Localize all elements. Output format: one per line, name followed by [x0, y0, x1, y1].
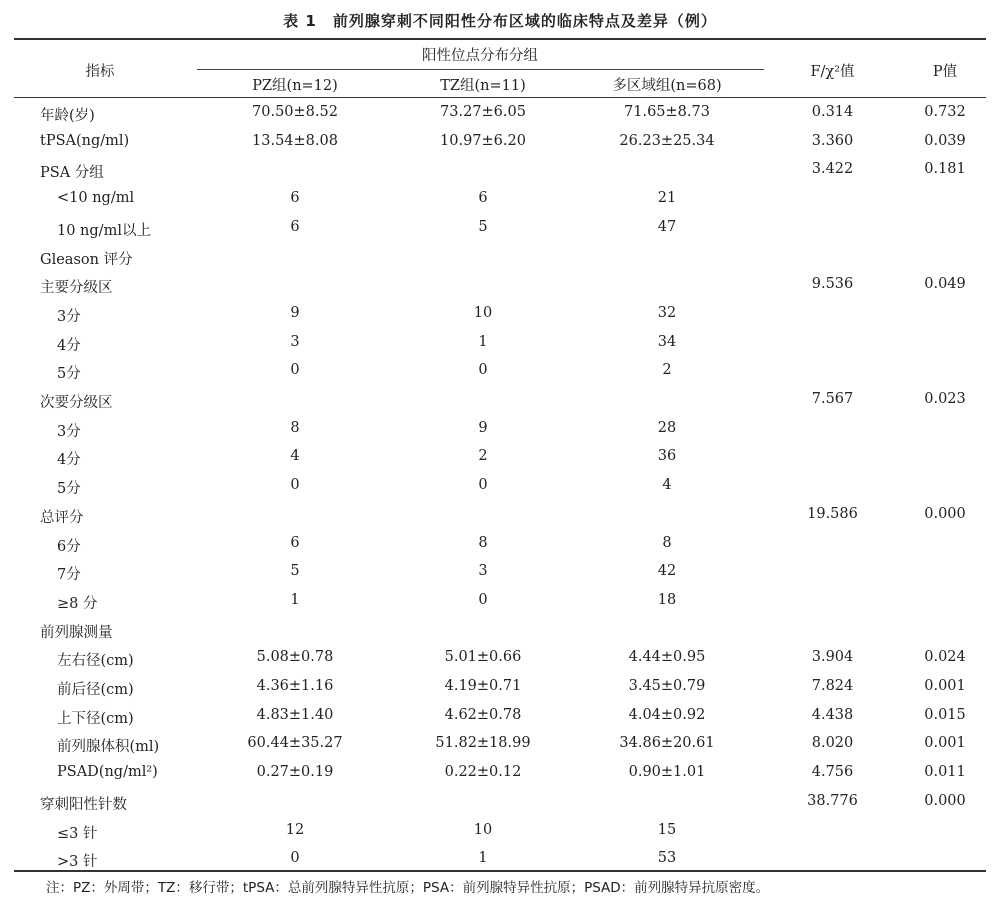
cell-multi: 2	[662, 362, 672, 379]
cell-tz: 10	[473, 304, 493, 321]
table-row	[0, 391, 1000, 419]
row-label: tPSA(ng/ml)	[40, 132, 130, 149]
row-label: 4分	[57, 452, 81, 469]
cell-tz: 0	[478, 477, 488, 494]
row-label: 前列腺体积(ml)	[57, 739, 160, 756]
cell-f-chi: 38.776	[807, 792, 858, 809]
row-label: 穿刺阳性针数	[40, 796, 127, 813]
table-row	[0, 822, 1000, 850]
cell-multi: 34	[657, 333, 677, 350]
cell-f-chi: 4.438	[811, 706, 854, 723]
cell-f-chi: 0.314	[811, 104, 854, 120]
header-indicator: 指标	[85, 64, 115, 80]
row-label: ≥8 分	[57, 595, 98, 612]
cell-multi: 4	[662, 477, 672, 494]
row-label: 4分	[57, 337, 81, 354]
row-label: 5分	[57, 366, 81, 383]
table-row	[0, 276, 1000, 304]
table-row	[0, 133, 1000, 161]
cell-tz: 8	[478, 534, 488, 551]
cell-pz: 9	[290, 304, 300, 321]
cell-tz: 3	[478, 563, 488, 580]
table-row	[0, 190, 1000, 218]
row-label: ≤3 针	[57, 825, 98, 842]
cell-f-chi: 9.536	[811, 276, 854, 293]
cell-pz: 70.50±8.52	[252, 104, 338, 120]
row-label: 前列腺测量	[40, 624, 113, 641]
cell-multi: 15	[657, 821, 677, 838]
table-row	[0, 420, 1000, 448]
cell-p: 0.024	[924, 649, 966, 666]
row-label: 3分	[57, 308, 81, 325]
cell-pz: 1	[290, 591, 300, 608]
table-row	[0, 535, 1000, 563]
cell-multi: 21	[657, 190, 677, 207]
header-group: 阳性位点分布分组	[422, 48, 538, 64]
cell-multi: 47	[657, 218, 677, 235]
cell-f-chi: 3.422	[811, 161, 854, 178]
cell-pz: 3	[290, 333, 300, 350]
cell-pz: 6	[290, 534, 300, 551]
cell-tz: 51.82±18.99	[435, 735, 531, 752]
row-label: 5分	[57, 481, 81, 498]
cell-tz: 4.62±0.78	[444, 706, 522, 723]
cell-tz: 5	[478, 218, 488, 235]
table-row	[0, 678, 1000, 706]
cell-multi: 34.86±20.61	[619, 735, 715, 752]
table-note: 注：PZ：外周带；TZ：移行带；tPSA：总前列腺特异性抗原；PSA：前列腺特异性抗原；PSAD：前列腺特异抗原密度。	[46, 880, 770, 896]
row-label: 3分	[57, 423, 81, 440]
header-tz-group: TZ组(n=11)	[440, 78, 526, 94]
cell-f-chi: 3.904	[811, 649, 854, 666]
cell-tz: 9	[478, 419, 488, 436]
cell-tz: 10.97±6.20	[440, 132, 526, 149]
cell-multi: 32	[657, 304, 677, 321]
row-label: 次要分级区	[40, 395, 113, 411]
cell-tz: 0	[478, 362, 488, 379]
cell-tz: 1	[478, 333, 488, 350]
cell-pz: 5	[290, 563, 300, 580]
cell-pz: 12	[285, 821, 305, 838]
cell-p: 0.000	[924, 792, 966, 809]
cell-p: 0.001	[924, 678, 966, 694]
cell-pz: 13.54±8.08	[252, 132, 338, 149]
cell-multi: 71.65±8.73	[624, 104, 710, 120]
cell-multi: 0.90±1.01	[628, 764, 706, 781]
cell-multi: 53	[657, 850, 677, 867]
row-label: PSA 分组	[40, 165, 104, 182]
cell-multi: 8	[662, 534, 672, 551]
table-row	[0, 219, 1000, 247]
cell-f-chi: 3.360	[811, 132, 854, 149]
cell-tz: 0.22±0.12	[444, 764, 522, 781]
cell-pz: 6	[290, 218, 300, 235]
cell-multi: 28	[657, 419, 677, 436]
cell-tz: 6	[478, 190, 488, 207]
cell-multi: 3.45±0.79	[628, 678, 706, 694]
row-label: 左右径(cm)	[57, 653, 134, 670]
header-p: P值	[932, 64, 958, 80]
header-bottom-rule	[14, 97, 986, 98]
cell-p: 0.181	[924, 161, 966, 178]
cell-multi: 36	[657, 448, 677, 465]
cell-f-chi: 8.020	[811, 735, 854, 752]
table-row	[0, 161, 1000, 189]
table-top-rule	[14, 38, 986, 40]
cell-multi: 26.23±25.34	[619, 132, 715, 149]
header-multi-group: 多区域组(n=68)	[612, 78, 722, 94]
cell-pz: 4.36±1.16	[256, 678, 334, 694]
table-row	[0, 334, 1000, 362]
cell-f-chi: 7.824	[811, 678, 854, 694]
table-row	[0, 248, 1000, 276]
cell-f-chi: 7.567	[811, 391, 854, 407]
cell-f-chi: 4.756	[811, 764, 854, 781]
row-label: 7分	[57, 567, 81, 584]
cell-pz: 0.27±0.19	[256, 764, 334, 781]
row-label: 上下径(cm)	[57, 710, 134, 727]
row-label: 年龄(岁)	[40, 108, 95, 124]
cell-tz: 73.27±6.05	[440, 104, 526, 120]
cell-multi: 4.44±0.95	[628, 649, 706, 666]
row-label: PSAD(ng/ml²)	[57, 764, 158, 781]
table-row	[0, 563, 1000, 591]
table-row	[0, 850, 1000, 878]
row-label: 前后径(cm)	[57, 682, 134, 698]
row-label: Gleason 评分	[40, 251, 133, 268]
cell-p: 0.049	[924, 276, 966, 293]
table-row	[0, 506, 1000, 534]
cell-tz: 5.01±0.66	[444, 649, 522, 666]
cell-p: 0.039	[924, 132, 966, 149]
cell-p: 0.023	[924, 391, 966, 407]
table-row	[0, 707, 1000, 735]
table-row	[0, 104, 1000, 132]
table-row	[0, 592, 1000, 620]
row-label: 10 ng/ml以上	[57, 222, 151, 239]
cell-tz: 2	[478, 448, 488, 465]
cell-multi: 4.04±0.92	[628, 706, 706, 723]
cell-pz: 5.08±0.78	[256, 649, 334, 666]
group-header-rule	[197, 69, 764, 70]
cell-tz: 1	[478, 850, 488, 867]
table-row	[0, 649, 1000, 677]
cell-tz: 4.19±0.71	[444, 678, 522, 694]
table-row	[0, 621, 1000, 649]
header-pz-group: PZ组(n=12)	[252, 78, 338, 94]
cell-pz: 0	[290, 362, 300, 379]
table-title: 表 1 前列腺穿刺不同阳性分布区域的临床特点及差异（例）	[283, 12, 717, 30]
cell-pz: 4.83±1.40	[256, 706, 334, 723]
cell-pz: 6	[290, 190, 300, 207]
cell-pz: 0	[290, 850, 300, 867]
cell-p: 0.732	[924, 104, 966, 120]
cell-pz: 60.44±35.27	[247, 735, 343, 752]
cell-pz: 8	[290, 419, 300, 436]
table-row	[0, 764, 1000, 792]
cell-pz: 4	[290, 448, 300, 465]
cell-p: 0.015	[924, 706, 966, 723]
cell-f-chi: 19.586	[807, 505, 858, 522]
header-f-chi: F/χ²值	[810, 64, 855, 80]
table-row	[0, 305, 1000, 333]
cell-multi: 18	[657, 591, 677, 608]
cell-tz: 0	[478, 591, 488, 608]
cell-multi: 42	[657, 563, 677, 580]
row-label: >3 针	[57, 854, 98, 871]
cell-p: 0.001	[924, 735, 966, 752]
table-row	[0, 477, 1000, 505]
table-row	[0, 362, 1000, 390]
cell-tz: 10	[473, 821, 493, 838]
table-row	[0, 448, 1000, 476]
cell-p: 0.011	[924, 764, 966, 781]
row-label: 总评分	[40, 509, 84, 526]
row-label: <10 ng/ml	[57, 190, 135, 207]
cell-p: 0.000	[924, 505, 966, 522]
table-row	[0, 793, 1000, 821]
cell-pz: 0	[290, 477, 300, 494]
table-row	[0, 735, 1000, 763]
row-label: 主要分级区	[40, 280, 113, 297]
row-label: 6分	[57, 538, 81, 555]
